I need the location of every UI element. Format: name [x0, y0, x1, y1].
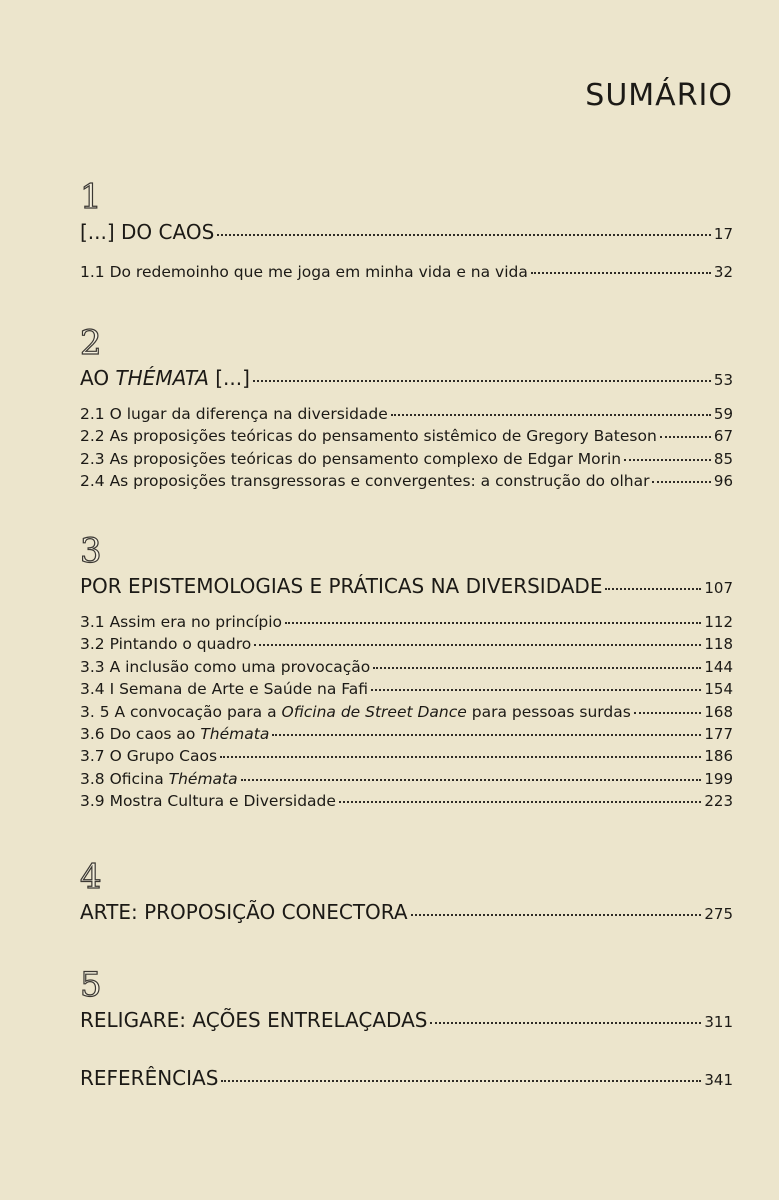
- toc-label: 3. 5 A convocação para a Oficina de Street Dance para pessoas surdas: [80, 702, 631, 721]
- toc-label: 2.3 As proposições teóricas do pensamento complexo de Edgar Morin: [80, 449, 622, 468]
- toc-label: 3.4 I Semana de Arte e Saúde na Fafi: [80, 680, 369, 699]
- toc-label: POR EPISTEMOLOGIAS E PRÁTICAS NA DIVERSIDADE: [80, 574, 603, 598]
- toc-chapter-entry[interactable]: [80, 1008, 733, 1038]
- leader-dots: [373, 667, 701, 669]
- toc-page-number: 96: [713, 472, 733, 491]
- chapter-number: 2: [80, 323, 102, 363]
- toc-chapter-entry[interactable]: [80, 900, 733, 930]
- toc-label: 3.8 Oficina Thémata: [80, 769, 238, 788]
- chapter-number: 4: [80, 857, 102, 897]
- toc-page-number: 53: [713, 371, 733, 389]
- toc-page-number: 186: [704, 747, 733, 766]
- leader-dots: [430, 1022, 701, 1024]
- toc-page-number: 154: [704, 680, 733, 699]
- leader-dots: [339, 801, 701, 803]
- leader-dots: [272, 734, 701, 736]
- chapter-4: [80, 857, 733, 930]
- chapter-2: [80, 323, 733, 495]
- toc-sub-entry[interactable]: [80, 613, 733, 635]
- toc-page-number: 32: [713, 263, 733, 281]
- toc-sub-entry[interactable]: [80, 450, 733, 472]
- toc-sub-entry[interactable]: [80, 635, 733, 657]
- toc-sub-entry[interactable]: [80, 770, 733, 792]
- toc-page-number: 168: [704, 702, 733, 721]
- toc-sub-entry[interactable]: [80, 792, 733, 814]
- chapter-3: [80, 531, 733, 815]
- toc-label: 1.1 Do redemoinho que me joga em minha vida e na vida: [80, 263, 528, 281]
- toc-chapter-entry[interactable]: [80, 574, 733, 604]
- toc-label: 3.2 Pintando o quadro: [80, 635, 252, 654]
- toc-label: 2.1 O lugar da diferença na diversidade: [80, 405, 388, 423]
- toc-label: 3.7 O Grupo Caos: [80, 747, 218, 766]
- leader-dots: [221, 1080, 701, 1082]
- chapter-1: [80, 177, 733, 285]
- toc-page-number: 223: [704, 792, 733, 811]
- leader-dots: [531, 272, 711, 274]
- toc-label: ARTE: PROPOSIÇÃO CONECTORA: [80, 900, 408, 924]
- toc-sub-entry[interactable]: [80, 427, 733, 449]
- chapter-number: 1: [80, 177, 102, 217]
- leader-dots: [285, 622, 701, 624]
- toc-sub-entry[interactable]: [80, 747, 733, 769]
- toc-label: 3.6 Do caos ao Thémata: [80, 724, 270, 743]
- toc-page-number: 67: [713, 427, 733, 446]
- chapter-number: 3: [80, 531, 102, 571]
- page-title: SUMÁRIO: [585, 78, 733, 113]
- references-section: [80, 1066, 733, 1096]
- toc-page-number: 17: [713, 225, 733, 243]
- leader-dots: [605, 588, 701, 590]
- toc-sub-entry[interactable]: [80, 658, 733, 680]
- toc-page-number: 107: [704, 579, 733, 597]
- toc-label: 2.2 As proposições teóricas do pensamento sistêmico de Gregory Bateson: [80, 427, 657, 446]
- toc-label: REFERÊNCIAS: [80, 1066, 219, 1090]
- toc-sub-entry[interactable]: [80, 472, 733, 494]
- leader-dots: [652, 481, 710, 483]
- toc-label: 2.4 As proposições transgressoras e convergentes: a construção do olhar: [80, 472, 650, 491]
- leader-dots: [241, 779, 702, 781]
- toc-label: AO THÉMATA [...]: [80, 366, 250, 390]
- leader-dots: [254, 644, 701, 646]
- leader-dots: [411, 914, 702, 916]
- toc-page-number: 311: [704, 1013, 733, 1031]
- toc-label: RELIGARE: AÇÕES ENTRELAÇADAS: [80, 1008, 428, 1032]
- toc-sub-entry[interactable]: [80, 725, 733, 747]
- toc-page-number: 118: [704, 635, 733, 654]
- chapter-number: 5: [80, 965, 102, 1005]
- toc-chapter-entry[interactable]: [80, 220, 733, 250]
- toc-page-number: 112: [704, 613, 733, 631]
- leader-dots: [371, 689, 701, 691]
- toc-page-number: 341: [704, 1071, 733, 1089]
- toc-page-number: 85: [713, 449, 733, 468]
- toc-label: [...] DO CAOS: [80, 220, 215, 244]
- toc-page-number: 144: [704, 657, 733, 676]
- leader-dots: [624, 459, 711, 461]
- toc-page-number: 275: [704, 905, 733, 923]
- leader-dots: [634, 712, 702, 714]
- toc-sub-entry[interactable]: [80, 405, 733, 427]
- leader-dots: [253, 380, 711, 382]
- toc-sub-entry[interactable]: [80, 263, 733, 285]
- chapter-5: [80, 965, 733, 1038]
- leader-dots: [660, 436, 711, 438]
- leader-dots: [391, 414, 711, 416]
- toc-label: 3.3 A inclusão como uma provocação: [80, 657, 371, 676]
- leader-dots: [217, 234, 711, 236]
- toc-page-number: 177: [704, 724, 733, 743]
- toc-page-number: 59: [713, 405, 733, 423]
- toc-label: 3.9 Mostra Cultura e Diversidade: [80, 792, 336, 811]
- toc-label: 3.1 Assim era no princípio: [80, 613, 283, 631]
- toc-sub-entry[interactable]: [80, 680, 733, 702]
- toc-chapter-entry[interactable]: [80, 1066, 733, 1096]
- toc-sub-entry[interactable]: [80, 703, 733, 725]
- toc-page-number: 199: [704, 769, 733, 788]
- toc-chapter-entry[interactable]: [80, 366, 733, 396]
- leader-dots: [220, 756, 701, 758]
